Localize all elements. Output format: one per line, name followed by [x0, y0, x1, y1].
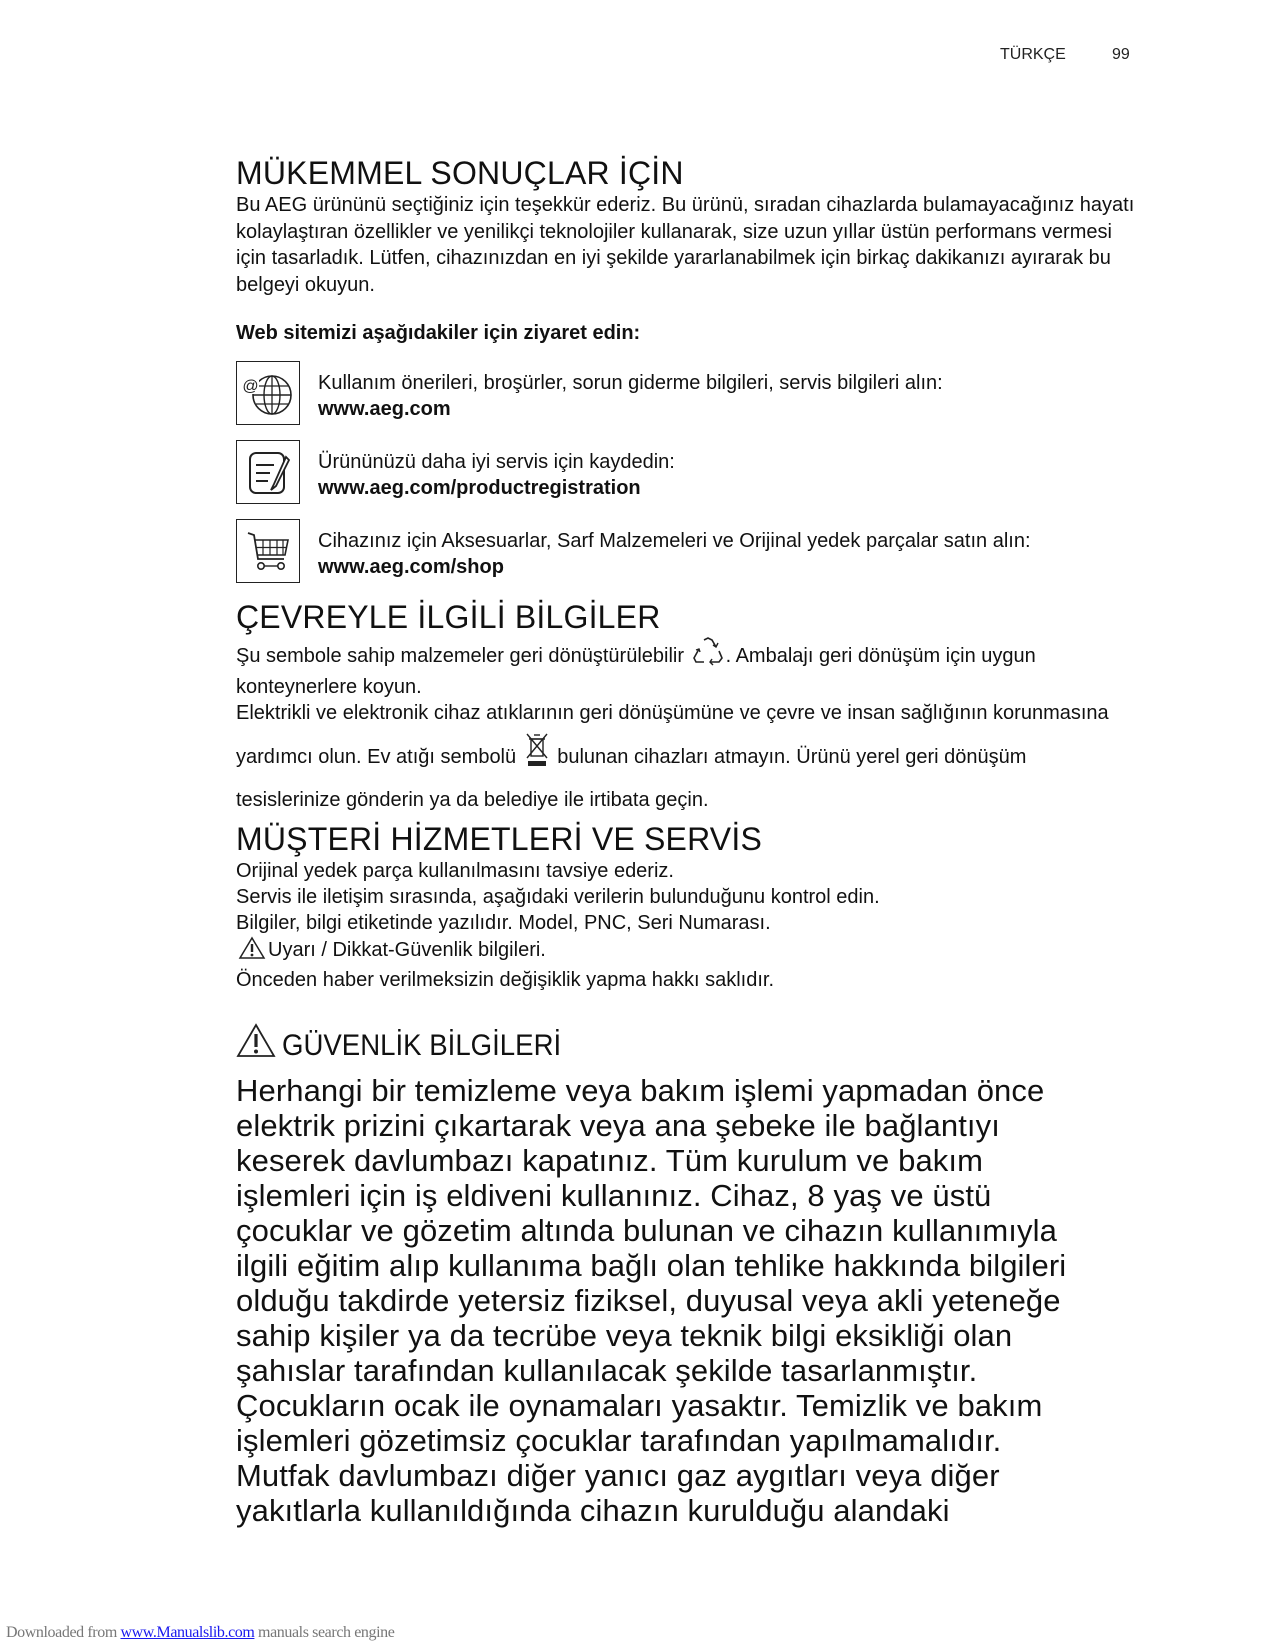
service-line-2: Servis ile iletişim sırasında, aşağıdaki verilerin bulunduğunu kontrol edin. — [236, 886, 880, 908]
env-text-1b: . Ambalajı geri dönüşüm için uygun konteynerlere koyun. — [236, 645, 1036, 698]
shopping-cart-icon — [236, 519, 300, 583]
environment-weee-text — [236, 694, 1136, 820]
warning-triangle-icon — [238, 936, 266, 967]
env-text-2a: Elektrikli ve elektronik cihaz atıklarının geri dönüşümüne ve çevre ve insan sağlığının korunmasına yardımcı olun. Ev atığı sembolü — [236, 702, 1109, 768]
link-row-aeg — [236, 361, 1136, 427]
download-footer — [6, 1624, 394, 1642]
intro-text: Bu AEG ürününü seçtiğiniz için teşekkür ederiz. Bu ürünü, sıradan cihazlarda bulamayacağınız hayatı kolaylaştıran özellikler ve yenilikçi teknolojiler kullanarak, size uzun yıllar üstün performans vermesi için tasarladık. Lütfen, cihazınızdan en iyi şekilde yararlanabilmek için birkaç dakikanızı ayırarak bu belgeyi okuyun. — [236, 194, 1135, 296]
environment-recycling-text — [236, 636, 1136, 700]
language-label: TÜRKÇE — [1000, 46, 1066, 63]
crossed-bin-icon — [524, 733, 550, 781]
safety-title-row — [236, 1023, 1136, 1069]
page-number: 99 — [1112, 46, 1130, 63]
safety-title: GÜVENLİK BİLGİLERİ — [282, 1029, 562, 1062]
link-desc: Kullanım önerileri, broşürler, sorun giderme bilgileri, servis bilgileri alın: — [318, 372, 943, 394]
registration-form-icon — [236, 440, 300, 504]
svg-text:@: @ — [242, 378, 259, 395]
link-desc: Cihazınız için Aksesuarlar, Sarf Malzemeleri ve Orijinal yedek parçalar satın alın: — [318, 530, 1031, 552]
footer-prefix: Downloaded from — [6, 1624, 121, 1641]
service-last-line: Önceden haber verilmeksizin değişiklik yapma hakkı saklıdır. — [236, 969, 775, 991]
link-row-registration — [236, 440, 1136, 506]
link-row-shop — [236, 519, 1136, 585]
service-warning-line — [236, 936, 1136, 967]
env-text-2b: bulunan cihazları atmayın. Ürünü yerel geri dönüşüm tesislerinize gönderin ya da belediye ile irtibata geçin. — [236, 746, 1027, 811]
intro-title: MÜKEMMEL SONUÇLAR İÇİN — [236, 155, 684, 191]
warning-triangle-icon — [236, 1023, 276, 1069]
link-url-registration[interactable]: www.aeg.com/productregistration — [318, 477, 641, 499]
environment-title: ÇEVREYLE İLGİLİ BİLGİLER — [236, 599, 661, 635]
link-desc: Ürününüzü daha iyi servis için kaydedin: — [318, 451, 675, 473]
service-section — [236, 858, 1136, 993]
page-content — [236, 154, 1136, 1528]
footer-site-link[interactable]: www.Manualslib.com — [120, 1624, 255, 1641]
visit-title: Web sitemizi aşağıdakiler için ziyaret edin: — [236, 322, 641, 344]
service-title: MÜŞTERİ HİZMETLERİ VE SERVİS — [236, 821, 762, 857]
service-warning-text: Uyarı / Dikkat-Güvenlik bilgileri. — [268, 939, 546, 961]
service-line-1: Orijinal yedek parça kullanılmasını tavsiye ederiz. — [236, 860, 674, 882]
env-text-1a: Şu sembole sahip malzemeler geri dönüştürülebilir — [236, 645, 690, 667]
link-url-shop[interactable]: www.aeg.com/shop — [318, 556, 504, 578]
recycle-icon — [692, 636, 724, 674]
footer-suffix: manuals search engine — [254, 1624, 395, 1641]
service-line-3: Bilgiler, bilgi etiketinde yazılıdır. Model, PNC, Seri Numarası. — [236, 912, 771, 934]
globe-at-icon — [236, 361, 300, 425]
link-url-aeg[interactable]: www.aeg.com — [318, 398, 451, 420]
safety-text: Herhangi bir temizleme veya bakım işlemi yapmadan önce elektrik prizini çıkartarak veya ana şebeke ile bağlantıyı keserek davlumbazı kapatınız. Tüm kurulum ve bakım işlemleri için iş eldiveni kullanınız. Cihaz, 8 yaş ve üstü çocuklar ve gözetim altında bulunan ve cihazın kullanımıyla ilgili eğitim alıp kullanıma bağlı olan tehlike hakkında bilgileri olduğu takdirde yetersiz fiziksel, duyusal veya akli yeteneğe sahip kişiler ya da tecrübe veya teknik bilgi eksikliği olan şahıslar tarafından kullanılacak şekilde tasarlanmıştır. Çocukların ocak ile oynamaları yasaktır. Temizlik ve bakım işlemleri gözetimsiz çocuklar tarafından yapılmamalıdır. Mutfak davlumbazı diğer yanıcı gaz aygıtları veya diğer yakıtlarla kullanıldığında cihazın kurulduğu alandaki — [236, 1073, 1067, 1528]
